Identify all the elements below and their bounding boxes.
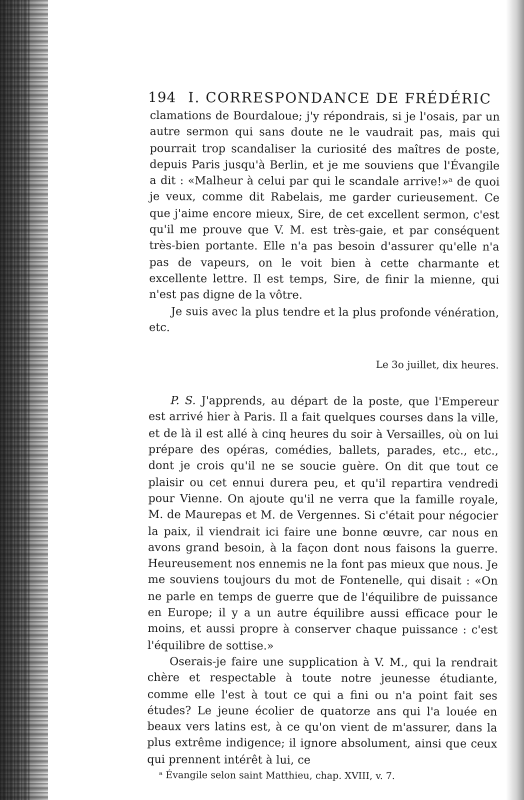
scan-shadow-right bbox=[506, 0, 524, 800]
scan-shadow-left-texture bbox=[0, 0, 30, 800]
footnote: ᵃ Évangile selon saint Matthieu, chap. XVIII, v. 7. bbox=[158, 770, 395, 783]
dateline: Le 3o juillet, dix heures. bbox=[375, 360, 499, 372]
book-page bbox=[147, 90, 500, 784]
letter-paragraph-continued: Oserais-je faire une supplication à V. M., qui la rendrait chère et respectable à toute notre jeunesse étudiante, comme elle l'est à tout ce qui a fini ou n'a point fait ses études? Le jeune écolier de quatorze ans qui l'a louée en beaux vers latins est, à ce qu'on vient de m'assurer, dans la plus extrême indigence; il ignore absolument, ainsi que ceux qui prennent intérêt à lui, ce bbox=[147, 654, 498, 767]
page-header-title: I. CORRESPONDANCE DE FRÉDÉRIC bbox=[188, 90, 492, 108]
postscript-label: P. S. bbox=[170, 394, 196, 408]
page-number: 194 bbox=[147, 89, 177, 107]
running-head bbox=[147, 89, 500, 108]
letter-closing: Je suis avec la plus tendre et la plus profonde vénération, etc. bbox=[148, 304, 500, 334]
postscript-text: J'apprends, au départ de la poste, que l'Empereur est arrivé hier à Paris. Il a fait quelques courses dans la ville, et de là il est allé à cinq heures du soir à Versailles, où on lui prépare des opéras, comédies, ballets, parades, etc., etc., dont je crois qu'il ne se soucie guère. On dit que tout ce plaisir ou cet ennui durera peu, et qu'il repartira vendredi pour Vienne. On ajoute qu'il ne verra que la famille royale, M. de Maurepas et M. de Vergennes. Si c'était pour négocier la paix, il viendrait ici faire une bonne œuvre, car nous en avons grand besoin, à la façon dont nous faisons la guerre. Heureusement nos ennemis ne la font pas mieux que nous. Je me souviens toujours du mot de Fontenelle, qui disait : «On ne parle en temps de guerre que de l'équilibre de puissance en Europe; il y a un autre équilibre aussi efficace pour le moins, et aussi propre à conserver chaque puissance : c'est l'équilibre de sottise.» bbox=[147, 394, 499, 653]
letter-paragraph: clamations de Bourdaloue; j'y répondrais, si je l'osais, par un autre sermon qui sans doute ne le vaudrait pas, mais qui pourrait trop scandaliser la curiosité des maîtres de poste, depuis Paris jusqu'à Berlin, et je me souviens que l'Évangile a dit : «Malheur à celui par qui le scandale arrive!»ᵃ de quoi je veux, comme dit Rabelais, me garder curieusement. Ce que j'aime encore mieux, Sire, de cet excellent sermon, c'est qu'il me prouve que V. M. est très-gaie, et par conséquent très-bien portante. Elle n'a pas besoin d'assurer qu'elle n'a pas de vapeurs, on le voit bien à cette charmante et excellente lettre. Il est temps, Sire, de finir la mienne, qui n'est pas digne de la vôtre. bbox=[149, 108, 500, 302]
postscript-paragraph bbox=[148, 393, 499, 655]
